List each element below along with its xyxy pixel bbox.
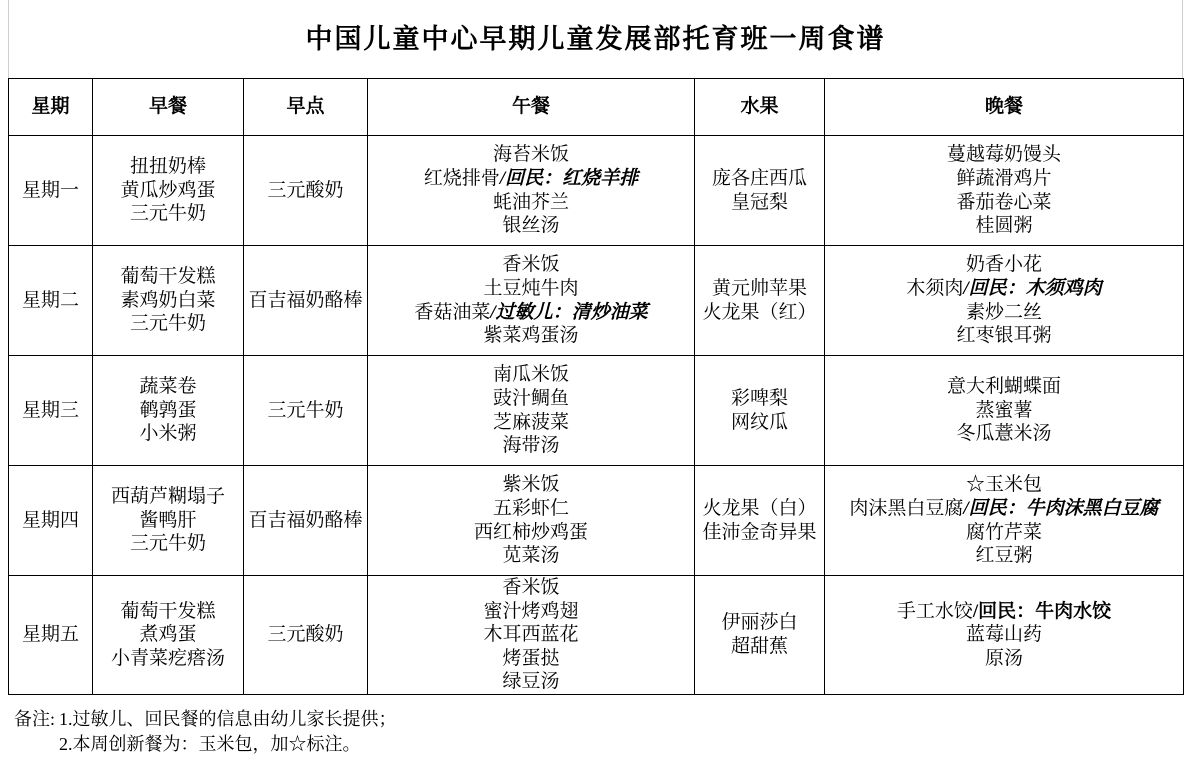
- column-header-morning-snack: 早点: [244, 79, 368, 136]
- dinner-cell: [825, 356, 1184, 466]
- menu-item-main: 肉沫黑白豆腐: [849, 497, 964, 519]
- menu-item: 木耳西蓝花: [483, 624, 579, 646]
- day-cell: 星期一: [9, 136, 93, 246]
- column-header-dinner: 晚餐: [825, 79, 1184, 136]
- menu-item: 海苔米饭: [492, 144, 569, 166]
- menu-item: 红枣银耳粥: [956, 325, 1052, 347]
- menu-item: 皇冠梨: [730, 191, 788, 213]
- menu-item: 南瓜米饭: [492, 364, 569, 386]
- menu-item: 彩啤梨: [730, 387, 788, 409]
- menu-item: 苋菜汤: [502, 545, 560, 567]
- dinner-cell: [825, 466, 1184, 576]
- menu-item: 葡萄干发糕: [120, 600, 216, 622]
- menu-item: 五彩虾仁: [492, 497, 569, 519]
- menu-item-main: 香菇油菜: [414, 301, 491, 323]
- menu-item: 葡萄干发糕: [120, 266, 216, 288]
- alternative-menu-item: /回民：红烧羊排: [499, 167, 639, 189]
- lunch-cell: [368, 356, 695, 466]
- column-header-fruit: 水果: [695, 79, 825, 136]
- weekly-menu-table: [8, 78, 1184, 695]
- menu-item: 土豆炖牛肉: [483, 277, 579, 299]
- morning-snack-cell: [244, 466, 368, 576]
- column-header-breakfast: 早餐: [93, 79, 244, 136]
- menu-item: 鹌鹑蛋: [139, 399, 197, 421]
- fruit-cell: [695, 576, 825, 695]
- menu-item: 酱鸭肝: [139, 509, 197, 531]
- morning-snack-cell: [244, 246, 368, 356]
- column-header-lunch: 午餐: [368, 79, 695, 136]
- fruit-cell: [695, 246, 825, 356]
- menu-item: 冬瓜薏米汤: [956, 423, 1052, 445]
- dinner-cell: [825, 576, 1184, 695]
- menu-item: 烤蛋挞: [502, 647, 560, 669]
- menu-item: 豉汁鲷鱼: [492, 387, 569, 409]
- menu-item: 蜜汁烤鸡翅: [483, 600, 579, 622]
- day-cell: 星期二: [9, 246, 93, 356]
- breakfast-cell: [93, 136, 244, 246]
- morning-snack-cell: [244, 356, 368, 466]
- menu-item: 原汤: [984, 647, 1023, 669]
- menu-item: 三元牛奶: [129, 313, 206, 335]
- menu-item: 鲜蔬滑鸡片: [956, 167, 1052, 189]
- day-cell: 星期三: [9, 356, 93, 466]
- menu-item: [370, 301, 692, 325]
- menu-item: 小米粥: [139, 423, 197, 445]
- alternative-menu-item: /回民：木须鸡肉: [963, 277, 1102, 299]
- lunch-cell: [368, 466, 695, 576]
- notes: [14, 707, 397, 757]
- menu-item: 三元酸奶: [267, 624, 344, 646]
- menu-item: 西红柿炒鸡蛋: [473, 521, 588, 543]
- notes-list: [59, 707, 397, 757]
- menu-item: 桂圆粥: [975, 215, 1033, 237]
- header-row: [9, 79, 1184, 136]
- table-row: [9, 136, 1184, 246]
- column-header-day: 星期: [9, 79, 93, 136]
- menu-item: 绿豆汤: [502, 671, 560, 693]
- alternative-menu-item: /回民：牛肉水饺: [972, 600, 1112, 622]
- menu-item: 蚝油芥兰: [492, 191, 569, 213]
- menu-item-main: 木须肉: [906, 277, 964, 299]
- menu-item: 扭扭奶棒: [129, 156, 206, 178]
- menu-item: 奶香小花: [965, 254, 1042, 276]
- morning-snack-cell: [244, 576, 368, 695]
- menu-item: 素鸡奶白菜: [120, 289, 216, 311]
- menu-item: [827, 277, 1181, 301]
- day-cell: 星期五: [9, 576, 93, 695]
- menu-item: 黄瓜炒鸡蛋: [120, 179, 216, 201]
- menu-item: 蔬菜卷: [139, 376, 197, 398]
- menu-item: 庞各庄西瓜: [711, 167, 807, 189]
- menu-item: [827, 497, 1181, 521]
- menu-item: 素炒二丝: [965, 301, 1042, 323]
- note-item: 2.本周创新餐为：玉米包，加☆标注。: [59, 734, 361, 754]
- lunch-cell: [368, 246, 695, 356]
- page-title: 中国儿童中心早期儿童发展部托育班一周食谱: [305, 24, 886, 54]
- dinner-cell: [825, 246, 1184, 356]
- menu-item: 腐竹芹菜: [965, 521, 1042, 543]
- menu-item: 番茄卷心菜: [956, 191, 1052, 213]
- menu-item: [370, 167, 692, 191]
- breakfast-cell: [93, 356, 244, 466]
- menu-item: ☆玉米包: [965, 474, 1042, 496]
- menu-item: 火龙果（白）: [702, 497, 817, 519]
- menu-item: 紫米饭: [502, 474, 560, 496]
- menu-item: 银丝汤: [502, 215, 560, 237]
- menu-item: 香米饭: [502, 254, 560, 276]
- breakfast-cell: [93, 576, 244, 695]
- table-row: [9, 576, 1184, 695]
- alternative-menu-item: /过敏儿：清炒油菜: [490, 301, 648, 323]
- table-row: [9, 466, 1184, 576]
- menu-item: 超甜蕉: [730, 635, 788, 657]
- fruit-cell: [695, 466, 825, 576]
- menu-item: 煮鸡蛋: [139, 624, 197, 646]
- menu-item: 意大利蝴蝶面: [946, 376, 1061, 398]
- title-bar: [8, 0, 1183, 79]
- table-row: [9, 246, 1184, 356]
- menu-item: 三元牛奶: [267, 399, 344, 421]
- menu-item: 香米饭: [502, 577, 560, 598]
- lunch-cell: [368, 136, 695, 246]
- menu-item-main: 红烧排骨: [423, 167, 500, 189]
- fruit-cell: [695, 356, 825, 466]
- menu-item-main: 手工水饺: [896, 600, 973, 622]
- menu-item: 伊丽莎白: [721, 612, 798, 634]
- breakfast-cell: [93, 466, 244, 576]
- breakfast-cell: [93, 246, 244, 356]
- menu-item: 百吉福奶酪棒: [248, 289, 363, 311]
- menu-item: 蒸蜜薯: [975, 399, 1033, 421]
- note-item: 1.过敏儿、回民餐的信息由幼儿家长提供；: [59, 709, 397, 729]
- notes-label: 备注:: [14, 709, 56, 729]
- menu-item: 小青菜疙瘩汤: [110, 647, 225, 669]
- menu-item: 三元酸奶: [267, 179, 344, 201]
- dinner-cell: [825, 136, 1184, 246]
- fruit-cell: [695, 136, 825, 246]
- table-row: [9, 356, 1184, 466]
- menu-item: 西葫芦糊塌子: [110, 486, 225, 508]
- menu-item: 紫菜鸡蛋汤: [483, 325, 579, 347]
- menu-item: 网纹瓜: [730, 411, 788, 433]
- menu-item: 火龙果（红）: [702, 301, 817, 323]
- menu-item: [827, 600, 1181, 624]
- menu-item: 芝麻菠菜: [492, 411, 569, 433]
- lunch-cell: [368, 576, 695, 695]
- menu-item: 蓝莓山药: [965, 624, 1042, 646]
- menu-item: 蔓越莓奶馒头: [946, 144, 1061, 166]
- menu-item: 三元牛奶: [129, 533, 206, 555]
- day-cell: 星期四: [9, 466, 93, 576]
- menu-item: 海带汤: [502, 435, 560, 457]
- morning-snack-cell: [244, 136, 368, 246]
- menu-item: 佳沛金奇异果: [702, 521, 817, 543]
- menu-item: 红豆粥: [975, 545, 1033, 567]
- menu-item: 三元牛奶: [129, 203, 206, 225]
- menu-item: 百吉福奶酪棒: [248, 509, 363, 531]
- menu-item: 黄元帅苹果: [711, 277, 807, 299]
- alternative-menu-item: /回民：牛肉沫黑白豆腐: [963, 497, 1159, 519]
